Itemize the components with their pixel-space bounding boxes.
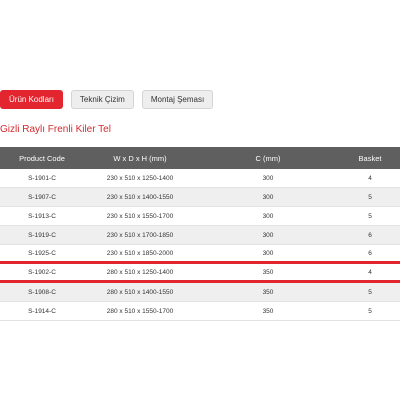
cell-product-code: S-1925-C: [28, 249, 56, 257]
cell-dimensions: 230 x 510 x 1700-1850: [106, 231, 174, 239]
table-row: [0, 283, 400, 302]
cell-basket: 5: [368, 307, 372, 315]
table-row: [0, 302, 400, 321]
table-header: [0, 147, 400, 169]
cell-basket: 5: [368, 212, 372, 220]
cell-c-mm: 350: [262, 268, 274, 276]
cell-basket: 5: [368, 288, 372, 296]
tab-teknik-cizim[interactable]: Teknik Çizim: [71, 90, 134, 109]
cell-product-code: S-1907-C: [28, 193, 56, 201]
cell-c-mm: 300: [262, 174, 274, 182]
cell-basket: 6: [368, 249, 372, 257]
cell-dimensions: 280 x 510 x 1550-1700: [106, 307, 174, 315]
cell-basket: 6: [368, 231, 372, 239]
cell-dimensions: 280 x 510 x 1400-1550: [106, 288, 174, 296]
cell-product-code: S-1919-C: [28, 231, 56, 239]
cell-c-mm: 300: [262, 212, 274, 220]
cell-c-mm: 300: [262, 249, 274, 257]
header-product-code: Product Code: [19, 153, 65, 163]
table-row: [0, 207, 400, 226]
cell-c-mm: 350: [262, 307, 274, 315]
header-basket: Basket: [358, 153, 382, 163]
tab-bar: [0, 90, 213, 109]
cell-dimensions: 230 x 510 x 1250-1400: [106, 174, 174, 182]
cell-dimensions: 280 x 510 x 1250-1400: [106, 268, 174, 276]
cell-product-code: S-1914-C: [28, 307, 56, 315]
table-row: [0, 188, 400, 207]
cell-product-code: S-1913-C: [28, 212, 56, 220]
header-c-mm: C (mm): [255, 153, 281, 163]
cell-c-mm: 300: [262, 231, 274, 239]
header-dimensions: W x D x H (mm): [113, 153, 167, 163]
cell-basket: 4: [368, 174, 372, 182]
cell-dimensions: 230 x 510 x 1550-1700: [106, 212, 174, 220]
table-row: [0, 169, 400, 188]
cell-dimensions: 230 x 510 x 1400-1550: [106, 193, 174, 201]
tab-montaj-semasi[interactable]: Montaj Şeması: [142, 90, 213, 109]
table-row: [0, 264, 400, 283]
cell-basket: 5: [368, 193, 372, 201]
table-row: [0, 226, 400, 245]
cell-product-code: S-1908-C: [28, 288, 56, 296]
cell-basket: 4: [368, 268, 372, 276]
cell-product-code: S-1902-C: [28, 268, 56, 276]
tab-urun-kodlari[interactable]: Ürün Kodları: [0, 90, 63, 109]
table-row: [0, 245, 400, 264]
cell-product-code: S-1901-C: [28, 174, 56, 182]
product-table: [0, 147, 400, 321]
cell-c-mm: 300: [262, 193, 274, 201]
product-title: Gizli Raylı Frenli Kiler Tel: [0, 124, 111, 135]
cell-c-mm: 350: [262, 288, 274, 296]
cell-dimensions: 230 x 510 x 1850-2000: [106, 249, 174, 257]
